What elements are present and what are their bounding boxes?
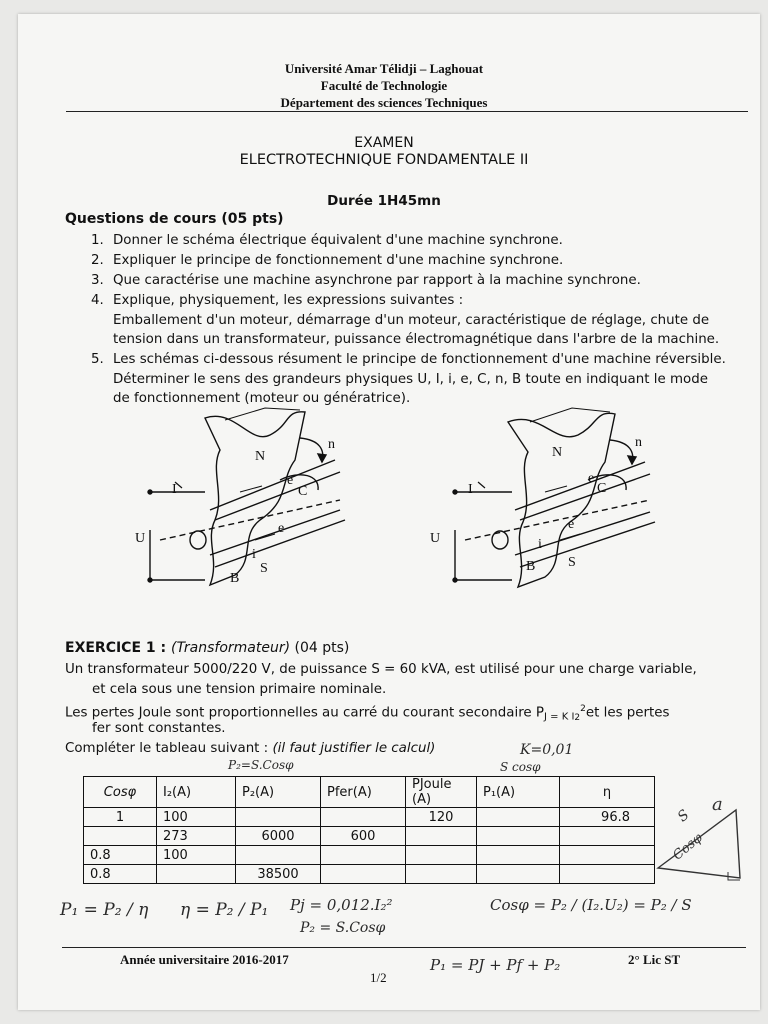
hand-formula-p1-sum: P₁ = PJ + Pf + P₂	[430, 956, 561, 974]
label-N-right: N	[552, 445, 563, 460]
label-N-left: N	[255, 449, 266, 464]
label-S-right: S	[568, 555, 576, 570]
q5-text-line3: de fonctionnement (moteur ou génératrice).	[113, 391, 411, 406]
hand-note-p2: P₂=S.Cosφ	[228, 758, 294, 772]
col-header-pjoule: PJoule (A)	[406, 777, 477, 808]
exercise1-line4: fer sont constantes.	[92, 721, 226, 736]
q5-text-line2: Déterminer le sens des grandeurs physiques U, I, i, e, C, n, B toute en indiquant le mode	[113, 372, 708, 387]
exercise1-title-prefix: EXERCICE 1 :	[65, 640, 171, 656]
label-B-left: B	[230, 571, 240, 586]
table-cell: 96.8	[560, 808, 655, 827]
table-row	[84, 846, 655, 865]
hand-note-k: K=0,01	[520, 742, 574, 758]
table-cell	[236, 808, 321, 827]
label-U-left: U	[135, 531, 146, 546]
table-cell	[477, 827, 560, 846]
label-I-right: I	[468, 482, 473, 497]
table-row	[84, 865, 655, 884]
table-cell	[321, 846, 406, 865]
exam-title: EXAMEN	[354, 135, 414, 151]
q2-number: 2.	[91, 253, 104, 268]
table-cell	[157, 865, 236, 884]
col-header-p1: P₁(A)	[477, 777, 560, 808]
table-cell	[406, 865, 477, 884]
table-cell: 600	[321, 827, 406, 846]
q4-number: 4.	[91, 293, 104, 308]
machine-diagrams	[0, 400, 768, 615]
col-header-p2: P₂(A)	[236, 777, 321, 808]
transformer-table	[83, 776, 655, 884]
department-name: Département des sciences Techniques	[280, 95, 488, 110]
exercise1-instruction-note: (il faut justifier le calcul)	[272, 741, 436, 756]
diagram-left	[148, 408, 345, 585]
exercise1-title-points: (04 pts)	[290, 640, 350, 656]
hand-formula-p1: P₁ = P₂ / η	[60, 900, 149, 920]
table-cell	[560, 827, 655, 846]
academic-year: Année universitaire 2016-2017	[120, 952, 289, 967]
table-cell	[477, 865, 560, 884]
exam-duration: Durée 1H45mn	[327, 193, 441, 209]
class-level: 2° Lic ST	[628, 952, 681, 967]
table-cell	[84, 827, 157, 846]
label-e-right-top: e	[588, 471, 595, 486]
hand-note-scos: S cosφ	[500, 760, 541, 774]
label-n-left: n	[328, 437, 335, 452]
table-cell: 100	[157, 846, 236, 865]
q3-number: 3.	[91, 273, 104, 288]
label-e-left-top: e	[287, 473, 294, 488]
table-cell: 6000	[236, 827, 321, 846]
label-e-right: e	[568, 517, 575, 532]
q2-text: Expliquer le principe de fonctionnement d'une machine synchrone.	[113, 253, 564, 268]
hand-formula-eta: η = P₂ / P₁	[180, 900, 269, 920]
q4-text-line3: tension dans un transformateur, puissance électromagnétique dans l'arbre de la machine.	[113, 332, 720, 347]
table-cell	[406, 846, 477, 865]
exercise1-instruction: Compléter le tableau suivant : (il faut justifier le calcul)	[65, 741, 436, 756]
q3-text: Que caractérise une machine asynchrone par rapport à la machine synchrone.	[113, 273, 641, 288]
table-cell: 1	[84, 808, 157, 827]
table-cell	[406, 827, 477, 846]
label-U-right: U	[430, 531, 441, 546]
hand-formula-pj: Pj = 0,012.I₂²	[290, 896, 393, 914]
label-i-right: i	[538, 537, 542, 552]
exam-subject: ELECTROTECHNIQUE FONDAMENTALE II	[239, 152, 529, 168]
q5-text-line1: Les schémas ci-dessous résument le principe de fonctionnement d'une machine réversible.	[113, 352, 726, 367]
exercise1-line3: Les pertes Joule sont proportionnelles au carré du courant secondaire $P_{J = K I2}^2et$ les pertes	[65, 704, 670, 724]
pj-tail: et les pertes	[585, 705, 670, 721]
table-cell	[560, 846, 655, 865]
hand-tri-s: S	[674, 806, 693, 826]
label-i-left: i	[252, 547, 256, 562]
exercise1-title-topic: (Transformateur)	[170, 640, 291, 656]
exercise1-line3-text: Les pertes Joule sont proportionnelles au carré du courant secondaire P	[65, 705, 545, 721]
table-cell: 100	[157, 808, 236, 827]
questions-heading: Questions de cours (05 pts)	[65, 211, 284, 227]
table-cell: 38500	[236, 865, 321, 884]
table-cell	[321, 865, 406, 884]
label-S-left: S	[260, 561, 268, 576]
hand-formula-cos: Cosφ = P₂ / (I₂.U₂) = P₂ / S	[490, 896, 692, 914]
exercise1-line2: et cela sous une tension primaire nominale.	[92, 682, 387, 697]
q4-text-line2: Emballement d'un moteur, démarrage d'un moteur, caractéristique de réglage, chute de	[113, 313, 710, 328]
q1-number: 1.	[91, 233, 104, 248]
col-header-cosphi: Cosφ	[84, 777, 157, 808]
page-number: 1/2	[370, 970, 387, 985]
table-cell: 0.8	[84, 865, 157, 884]
diagram-right	[453, 408, 655, 587]
table-cell: 0.8	[84, 846, 157, 865]
col-header-pfer: Pfer(A)	[321, 777, 406, 808]
table-cell	[477, 846, 560, 865]
exercise1-title	[65, 639, 349, 658]
table-cell: 273	[157, 827, 236, 846]
table-header-row	[84, 777, 655, 808]
hand-tri-a: a	[712, 794, 723, 815]
table-row	[84, 808, 655, 827]
hand-triangle-sketch	[648, 790, 758, 890]
table-cell: 120	[406, 808, 477, 827]
table-cell	[321, 808, 406, 827]
table-cell	[477, 808, 560, 827]
label-B-right: B	[526, 559, 536, 574]
label-n-right: n	[635, 435, 642, 450]
label-I-left: I	[172, 482, 177, 497]
q1-text: Donner le schéma électrique équivalent d'une machine synchrone.	[113, 233, 563, 248]
label-C-left: C	[298, 484, 308, 499]
footer-divider	[62, 947, 746, 948]
hand-tri-cos: Cosφ	[670, 830, 706, 864]
q5-number: 5.	[91, 352, 104, 367]
label-e-left: e	[278, 521, 285, 536]
exercise1-line1: Un transformateur 5000/220 V, de puissance S = 60 kVA, est utilisé pour une charge variable,	[65, 662, 697, 677]
faculty-name: Faculté de Technologie	[320, 78, 448, 93]
table-cell	[560, 865, 655, 884]
label-C-right: C	[597, 481, 607, 496]
table-row	[84, 827, 655, 846]
q4-text-line1: Explique, physiquement, les expressions suivantes :	[113, 293, 464, 308]
col-header-eta: η	[560, 777, 655, 808]
pj-formula: J = K I	[544, 711, 575, 723]
table-cell	[236, 846, 321, 865]
university-name: Université Amar Télidji – Laghouat	[284, 61, 484, 76]
header-divider	[66, 111, 748, 112]
hand-formula-p2: P₂ = S.Cosφ	[300, 920, 386, 936]
col-header-i2: I₂(A)	[157, 777, 236, 808]
